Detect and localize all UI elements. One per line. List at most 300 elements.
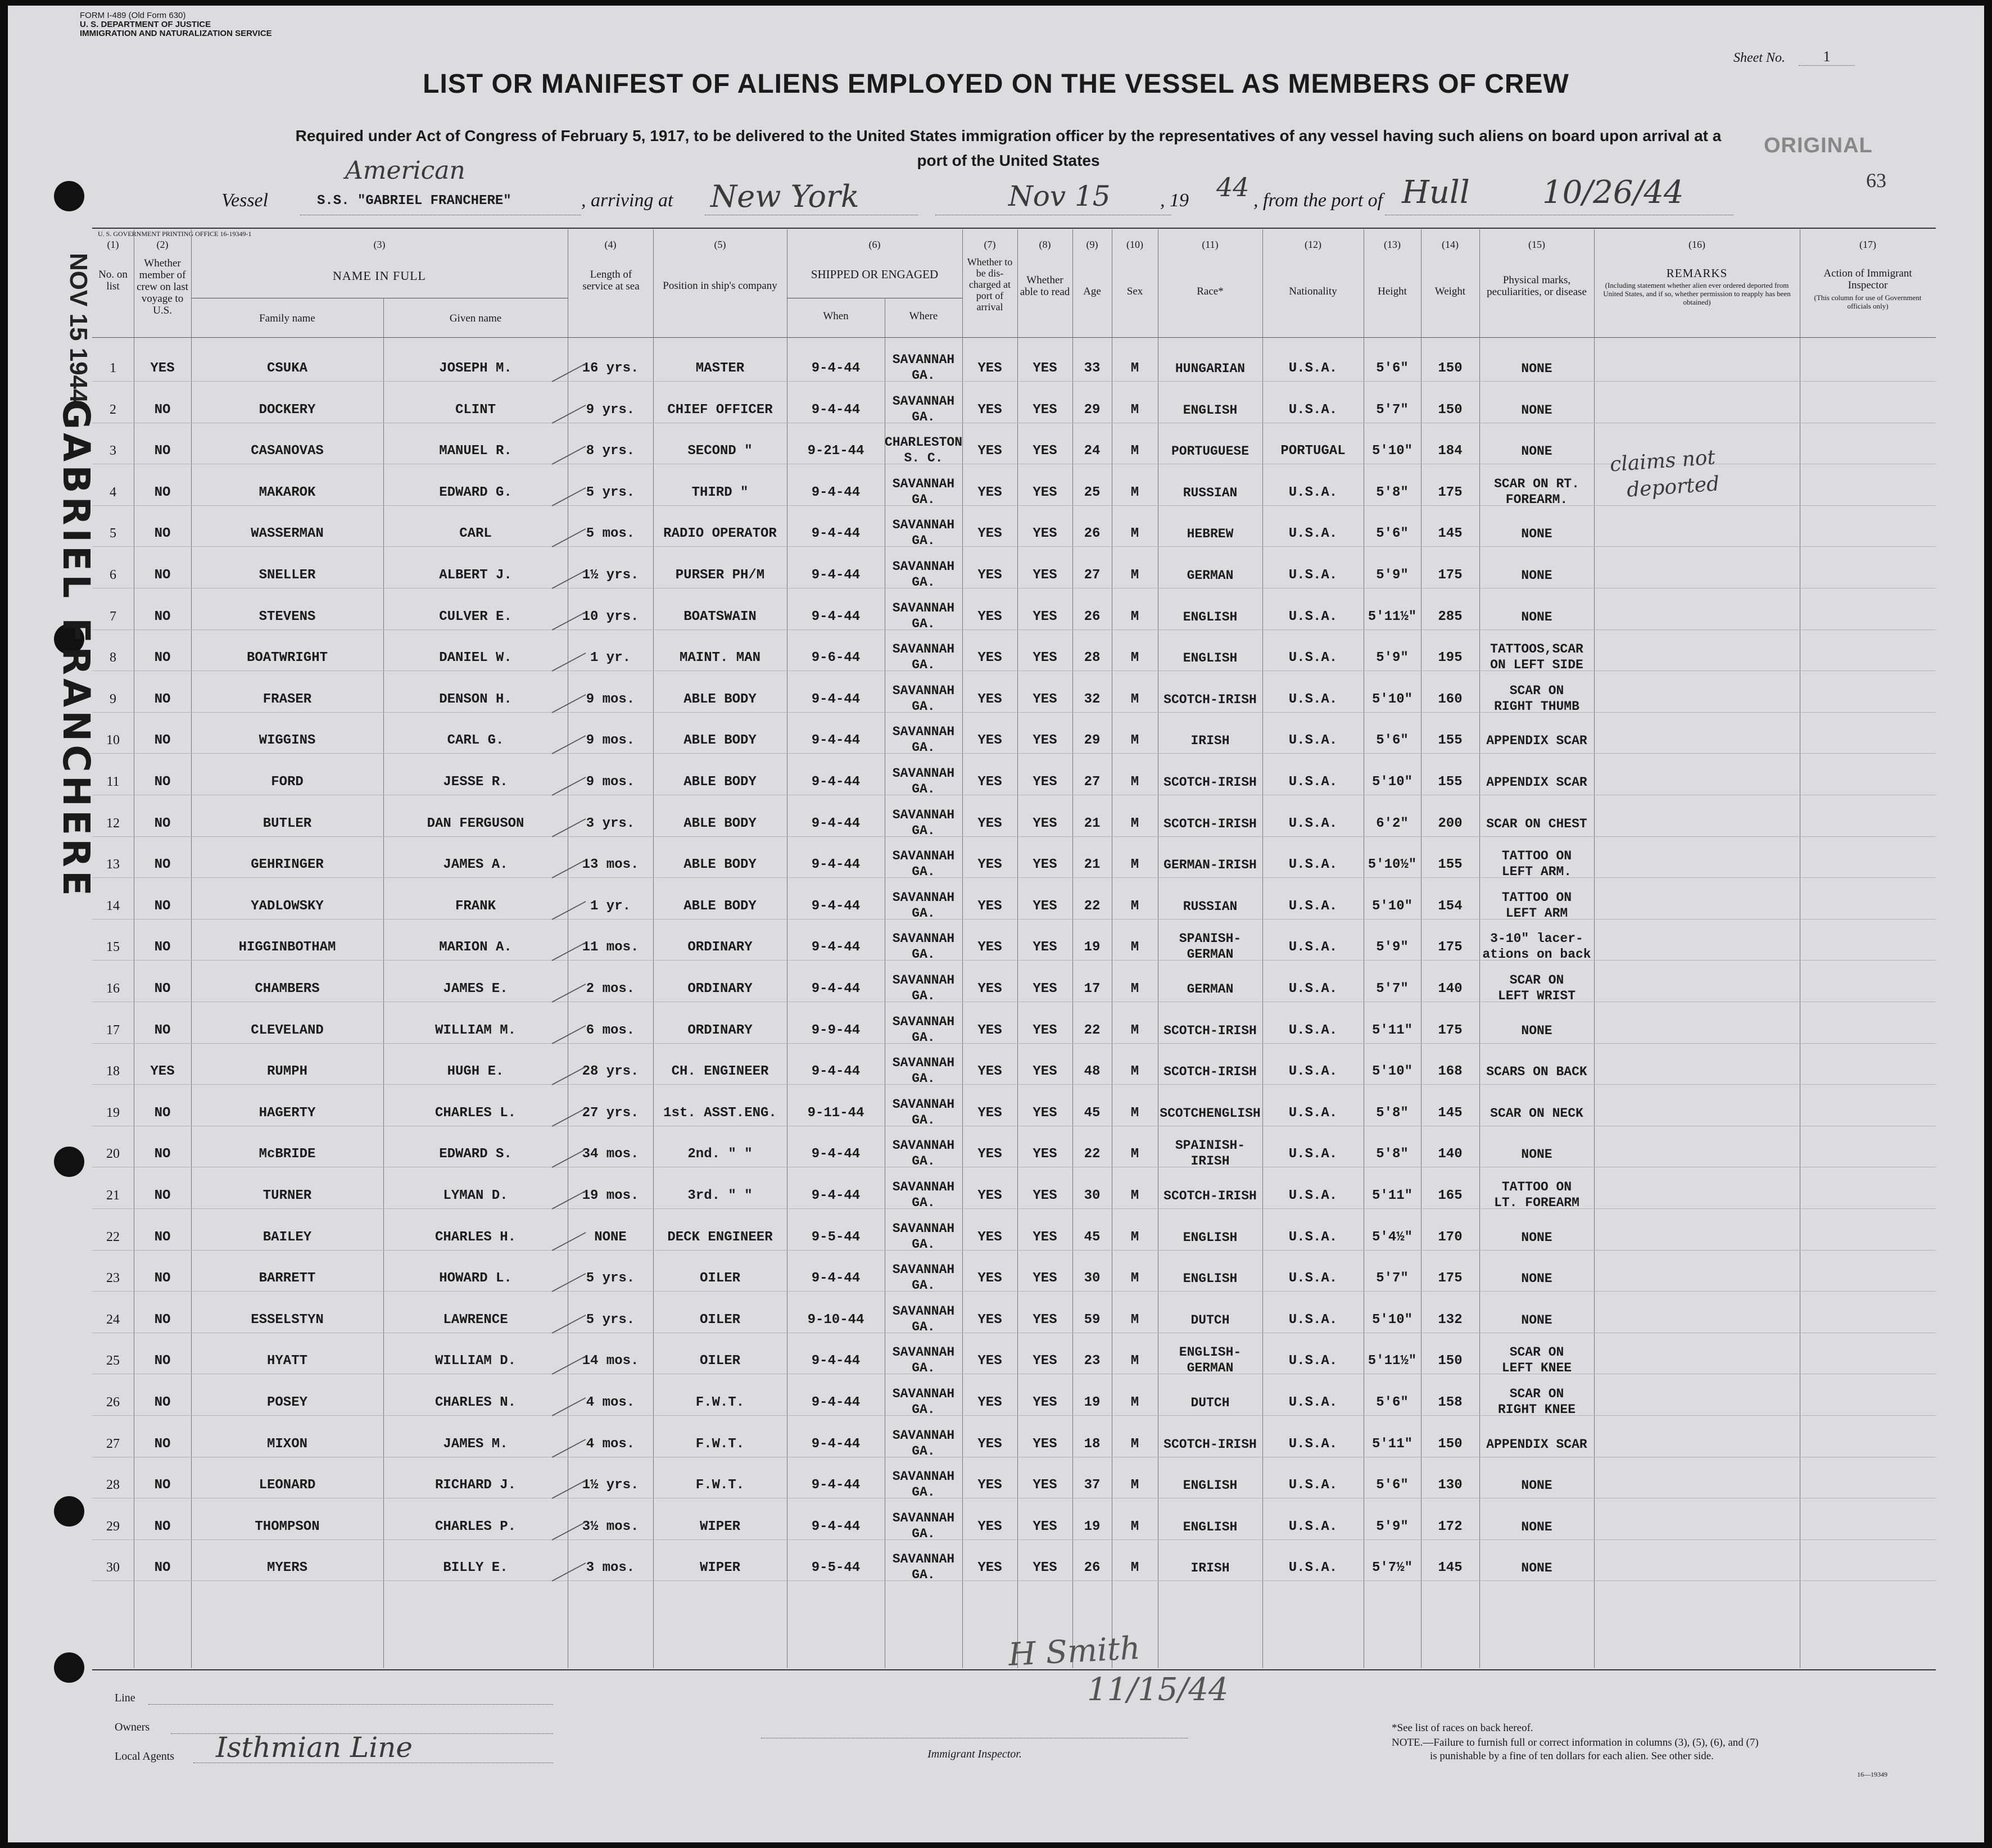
- check-mark: [552, 470, 586, 506]
- cell-line: DUTCH: [1190, 1396, 1230, 1410]
- cell-age: 22: [1084, 1147, 1101, 1162]
- cell-position: MASTER: [695, 361, 745, 376]
- cell-no: 27: [106, 1436, 120, 1451]
- cell-disch: YES: [977, 857, 1002, 873]
- check-mark: [552, 1008, 586, 1044]
- cell-position: DECK ENGINEER: [667, 1229, 773, 1245]
- cell-line: SCARS ON BACK: [1486, 1065, 1587, 1080]
- cell-weight: 155: [1438, 733, 1463, 749]
- cell-line: SAVANNAH: [892, 476, 955, 491]
- cell-marks: [1479, 1179, 1594, 1211]
- cell-age: 26: [1084, 1560, 1101, 1576]
- header-where: Where: [909, 310, 938, 322]
- cell-when: 9-4-44: [811, 1353, 861, 1369]
- cell-where: [885, 1014, 962, 1045]
- cell-read: YES: [1033, 568, 1057, 583]
- cell-line: SAVANNAH: [892, 683, 955, 698]
- cell-when: 9-4-44: [811, 402, 861, 418]
- cell-line: GERMAN-IRISH: [1163, 858, 1257, 873]
- cell-position: WIPER: [699, 1560, 740, 1576]
- cell-line: GA.: [912, 1485, 935, 1500]
- cell-length: 16 yrs.: [582, 361, 639, 376]
- cell-when: 9-4-44: [811, 1147, 861, 1162]
- cell-line: PORTUGUESE: [1171, 444, 1249, 459]
- cell-race: [1158, 650, 1262, 666]
- cell-age: 26: [1084, 526, 1101, 542]
- cell-position: ORDINARY: [687, 981, 753, 997]
- cell-weight: 165: [1438, 1188, 1463, 1203]
- cell-height: 5'8": [1376, 1147, 1409, 1162]
- cell-weight: 175: [1438, 1022, 1463, 1038]
- cell-sex: M: [1130, 568, 1139, 583]
- cell-member: NO: [154, 1229, 171, 1245]
- cell-member: NO: [154, 650, 171, 666]
- cell-family: BAILEY: [262, 1229, 312, 1245]
- cell-weight: 140: [1438, 981, 1463, 997]
- original-stamp: ORIGINAL: [1764, 134, 1873, 157]
- form-code: 16—19349: [1857, 1770, 1887, 1778]
- cell-given: JAMES A.: [443, 857, 508, 873]
- cell-member: NO: [154, 1478, 171, 1493]
- header-given: Given name: [449, 312, 502, 324]
- local-agents: Isthmian Line: [216, 1731, 413, 1764]
- cell-family: POSEY: [266, 1395, 307, 1410]
- cell-when: 9-4-44: [811, 898, 861, 914]
- cell-sex: M: [1130, 1312, 1139, 1328]
- cell-weight: 130: [1438, 1478, 1463, 1493]
- cell-line: GA.: [912, 1402, 935, 1417]
- cell-when: 9-10-44: [807, 1312, 864, 1328]
- cell-family: BOATWRIGHT: [246, 650, 328, 666]
- check-mark: [552, 429, 586, 465]
- cell-weight: 150: [1438, 1353, 1463, 1369]
- cell-age: 45: [1084, 1105, 1101, 1121]
- cell-disch: YES: [977, 940, 1002, 955]
- cell-line: GA.: [912, 1071, 935, 1086]
- cell-family: WASSERMAN: [251, 526, 324, 542]
- cell-height: 5'11": [1371, 1022, 1412, 1038]
- cell-line: SCOTCH-IRISH: [1163, 1437, 1257, 1452]
- cell-line: SCAR ON: [1509, 1345, 1564, 1360]
- cell-member: YES: [150, 361, 175, 376]
- cell-no: 24: [106, 1312, 120, 1327]
- cell-when: 9-4-44: [811, 1478, 861, 1493]
- cell-line: LEFT KNEE: [1501, 1361, 1572, 1376]
- cell-nat: U.S.A.: [1288, 1147, 1338, 1162]
- cell-height: 5'11": [1371, 1188, 1412, 1203]
- cell-disch: YES: [977, 1436, 1002, 1452]
- cell-weight: 184: [1438, 443, 1463, 459]
- cell-given: CLINT: [455, 402, 496, 418]
- cell-length: 9 mos.: [586, 691, 635, 707]
- header-read: Whether able to read: [1020, 274, 1070, 298]
- cell-line: NONE: [1521, 1312, 1552, 1328]
- col-number-4: (4): [604, 239, 617, 250]
- cell-where: [885, 1551, 962, 1583]
- inspector-label: Immigrant Inspector.: [927, 1748, 1022, 1760]
- manifest-sheet: [8, 6, 1984, 1842]
- cell-given: JAMES E.: [443, 981, 508, 997]
- cell-weight: 175: [1438, 484, 1463, 500]
- cell-given: MARION A.: [439, 940, 512, 955]
- cell-sex: M: [1130, 1022, 1139, 1038]
- cell-age: 33: [1084, 361, 1101, 376]
- cell-nat: U.S.A.: [1288, 1312, 1338, 1328]
- cell-length: 9 mos.: [586, 733, 635, 749]
- cell-disch: YES: [977, 1519, 1002, 1534]
- cell-race: [1158, 1519, 1262, 1535]
- header-height: Height: [1378, 286, 1407, 297]
- cell-nat: U.S.A.: [1288, 691, 1338, 707]
- check-mark: [552, 1256, 586, 1292]
- cell-given: MANUEL R.: [439, 443, 512, 459]
- cell-given: LYMAN D.: [443, 1188, 508, 1203]
- cell-race: [1158, 857, 1262, 873]
- cell-line: GA.: [912, 1278, 935, 1293]
- cell-where: [885, 1055, 962, 1086]
- cell-weight: 145: [1438, 526, 1463, 542]
- cell-height: 5'10": [1371, 898, 1412, 914]
- cell-family: McBRIDE: [259, 1147, 316, 1162]
- cell-when: 9-4-44: [811, 691, 861, 707]
- cell-sex: M: [1130, 691, 1139, 707]
- cell-given: LAWRENCE: [443, 1312, 508, 1328]
- cell-where: [885, 807, 962, 839]
- cell-given: DANIEL W.: [439, 650, 512, 666]
- cell-no: 29: [106, 1519, 120, 1534]
- cell-disch: YES: [977, 691, 1002, 707]
- cell-line: RIGHT THUMB: [1494, 699, 1579, 714]
- cell-where: [885, 848, 962, 880]
- cell-race: [1158, 1312, 1262, 1328]
- cell-where: [885, 517, 962, 549]
- cell-disch: YES: [977, 1064, 1002, 1080]
- cell-where: [885, 352, 962, 383]
- cell-line: DUTCH: [1190, 1312, 1230, 1328]
- cell-nat: U.S.A.: [1288, 1064, 1338, 1080]
- cell-weight: 145: [1438, 1560, 1463, 1576]
- punch-hole: [54, 181, 84, 211]
- cell-where: [885, 683, 962, 714]
- cell-read: YES: [1033, 1353, 1057, 1369]
- cell-marks: [1479, 1271, 1594, 1287]
- cell-disch: YES: [977, 1353, 1002, 1369]
- cell-disch: YES: [977, 526, 1002, 542]
- arrival-year: 44: [1216, 172, 1249, 202]
- cell-line: RUSSIAN: [1183, 485, 1238, 500]
- cell-nat: U.S.A.: [1288, 1271, 1338, 1287]
- cell-given: WILLIAM M.: [434, 1022, 517, 1038]
- cell-sex: M: [1130, 898, 1139, 914]
- header-shipped: SHIPPED OR ENGAGED: [811, 268, 939, 281]
- cell-nat: U.S.A.: [1288, 361, 1338, 376]
- page-number: 63: [1866, 169, 1886, 192]
- cell-race: [1158, 568, 1262, 583]
- cell-disch: YES: [977, 1188, 1002, 1203]
- vessel-name-side: GABRIEL FRANCHERE: [55, 399, 98, 899]
- arrival-date: Nov 15: [1008, 180, 1111, 212]
- col-number-7: (7): [984, 239, 996, 250]
- cell-sex: M: [1130, 1519, 1139, 1534]
- cell-position: F.W.T.: [695, 1478, 745, 1493]
- col-number-3: (3): [373, 239, 386, 250]
- cell-line: NONE: [1521, 444, 1552, 459]
- cell-position: OILER: [699, 1271, 740, 1287]
- cell-no: 20: [106, 1147, 120, 1162]
- cell-line: SCOTCH-IRISH: [1163, 816, 1257, 831]
- cell-where: [885, 1344, 962, 1376]
- cell-member: NO: [154, 774, 171, 790]
- cell-marks: [1479, 1147, 1594, 1162]
- cell-line: GA.: [912, 864, 935, 880]
- cell-read: YES: [1033, 857, 1057, 873]
- cell-length: 28 yrs.: [582, 1064, 639, 1080]
- cell-marks: [1479, 683, 1594, 714]
- cell-marks: [1479, 1478, 1594, 1493]
- note-failure: NOTE.—Failure to furnish full or correct information in columns (3), (5), (6), and (7): [1392, 1737, 1759, 1749]
- cell-age: 37: [1084, 1478, 1101, 1493]
- cell-weight: 175: [1438, 1271, 1463, 1287]
- cell-disch: YES: [977, 1560, 1002, 1576]
- cell-family: DOCKERY: [259, 402, 316, 418]
- cell-line: 3-10" lacer-: [1490, 931, 1583, 946]
- cell-when: 9-9-44: [811, 1022, 861, 1038]
- cell-line: NONE: [1521, 609, 1552, 624]
- cell-where: [885, 476, 962, 508]
- cell-age: 17: [1084, 981, 1101, 997]
- col-number-12: (12): [1305, 239, 1321, 250]
- cell-sex: M: [1130, 981, 1139, 997]
- cell-read: YES: [1033, 1229, 1057, 1245]
- col-number-9: (9): [1086, 239, 1098, 250]
- cell-age: 22: [1084, 1022, 1101, 1038]
- col-number-5: (5): [714, 239, 726, 250]
- cell-line: LT. FOREARM: [1494, 1195, 1579, 1210]
- cell-line: SAVANNAH: [892, 1138, 955, 1153]
- cell-position: SECOND ": [687, 443, 753, 459]
- cell-where: [885, 1510, 962, 1542]
- cell-disch: YES: [977, 733, 1002, 749]
- sheet-label: Sheet No.: [1733, 51, 1785, 65]
- cell-nat: PORTUGAL: [1280, 443, 1346, 459]
- cell-marks: [1479, 526, 1594, 542]
- cell-sex: M: [1130, 857, 1139, 873]
- cell-race: [1158, 816, 1262, 832]
- check-mark: [552, 1380, 586, 1416]
- cell-line: TATTOO ON: [1501, 849, 1572, 864]
- cell-line: NONE: [1521, 1147, 1552, 1162]
- header-family: Family name: [259, 312, 315, 324]
- cell-age: 21: [1084, 816, 1101, 831]
- cell-sex: M: [1130, 443, 1139, 459]
- cell-line: GA.: [912, 823, 935, 838]
- cell-no: 10: [106, 733, 120, 748]
- cell-age: 23: [1084, 1353, 1101, 1369]
- cell-line: SAVANNAH: [892, 1097, 955, 1112]
- cell-race: [1158, 1560, 1262, 1576]
- check-mark: [552, 677, 586, 713]
- cell-read: YES: [1033, 774, 1057, 790]
- cell-sex: M: [1130, 609, 1139, 624]
- cell-position: CH. ENGINEER: [671, 1064, 769, 1080]
- cell-weight: 175: [1438, 568, 1463, 583]
- cell-line: NONE: [1521, 1478, 1552, 1493]
- cell-where: [885, 724, 962, 755]
- cell-line: LEFT WRIST: [1497, 989, 1576, 1003]
- cell-marks: [1479, 609, 1594, 625]
- header-nationality: Nationality: [1289, 286, 1337, 297]
- cell-position: ORDINARY: [687, 1022, 753, 1038]
- cell-read: YES: [1033, 443, 1057, 459]
- header-no: No. on list: [98, 269, 128, 292]
- check-mark: [552, 1215, 586, 1251]
- cell-line: SCOTCH-IRISH: [1163, 1023, 1257, 1038]
- cell-no: 19: [106, 1105, 120, 1120]
- cell-disch: YES: [977, 402, 1002, 418]
- cell-line: SAVANNAH: [892, 1056, 955, 1071]
- header-marks: Physical marks, peculiarities, or disease: [1487, 274, 1587, 298]
- cell-disch: YES: [977, 1312, 1002, 1328]
- cell-line: TATTOO ON: [1501, 1180, 1572, 1194]
- cell-nat: U.S.A.: [1288, 774, 1338, 790]
- cell-read: YES: [1033, 816, 1057, 831]
- cell-race: [1158, 526, 1262, 542]
- cell-no: 26: [106, 1395, 120, 1410]
- cell-no: 16: [106, 981, 120, 996]
- cell-no: 18: [106, 1064, 120, 1079]
- column-rule: [1594, 229, 1595, 1668]
- cell-race: [1158, 402, 1262, 418]
- year-prefix: , 19: [1160, 190, 1189, 211]
- cell-line: GERMAN: [1187, 1361, 1234, 1376]
- cell-line: ENGLISH: [1183, 402, 1238, 418]
- cell-given: BILLY E.: [443, 1560, 508, 1576]
- cell-disch: YES: [977, 898, 1002, 914]
- cell-sex: M: [1130, 526, 1139, 542]
- cell-race: [1158, 1478, 1262, 1493]
- cell-family: WIGGINS: [259, 733, 316, 749]
- cell-marks: [1479, 972, 1594, 1004]
- cell-length: 34 mos.: [582, 1147, 639, 1162]
- cell-line: SCOTCH-IRISH: [1163, 1065, 1257, 1080]
- cell-read: YES: [1033, 981, 1057, 997]
- cell-marks: [1479, 1312, 1594, 1328]
- cell-family: CLEVELAND: [251, 1022, 324, 1038]
- cell-line: NONE: [1521, 527, 1552, 542]
- form-number: FORM I-489 (Old Form 630): [80, 11, 186, 20]
- cell-line: GA.: [912, 1030, 935, 1045]
- cell-position: ABLE BODY: [683, 691, 757, 707]
- check-mark: [552, 1132, 586, 1168]
- cell-no: 7: [110, 609, 116, 624]
- remarks-handwritten-1: claims not: [1609, 446, 1717, 477]
- cell-no: 6: [110, 568, 116, 582]
- check-mark: [552, 760, 586, 796]
- cell-no: 23: [106, 1271, 120, 1286]
- cell-family: HYATT: [266, 1353, 307, 1369]
- cell-nat: U.S.A.: [1288, 898, 1338, 914]
- cell-given: WILLIAM D.: [434, 1353, 517, 1369]
- cell-age: 24: [1084, 443, 1101, 459]
- check-mark: [552, 967, 586, 1003]
- cell-member: NO: [154, 609, 171, 624]
- cell-length: NONE: [594, 1229, 627, 1245]
- cell-height: 5'9": [1376, 1519, 1409, 1534]
- cell-sex: M: [1130, 484, 1139, 500]
- cell-where: [885, 1428, 962, 1459]
- cell-weight: 160: [1438, 691, 1463, 707]
- cell-marks: [1479, 568, 1594, 583]
- col-number-10: (10): [1126, 239, 1143, 250]
- cell-sex: M: [1130, 1105, 1139, 1121]
- cell-line: GA.: [912, 658, 935, 673]
- cell-marks: [1479, 1386, 1594, 1417]
- cell-sex: M: [1130, 733, 1139, 749]
- cell-length: 1½ yrs.: [582, 1478, 639, 1493]
- cell-no: 25: [106, 1353, 120, 1369]
- cell-line: SAVANNAH: [892, 1221, 955, 1236]
- cell-when: 9-4-44: [811, 1395, 861, 1410]
- note-races: *See list of races on back hereof.: [1392, 1722, 1533, 1734]
- cell-height: 5'7": [1376, 981, 1409, 997]
- cell-position: BOATSWAIN: [683, 609, 757, 624]
- cell-family: ESSELSTYN: [251, 1312, 324, 1328]
- cell-no: 1: [110, 361, 116, 375]
- cell-position: ORDINARY: [687, 940, 753, 955]
- cell-line: TATTOO ON: [1501, 890, 1572, 905]
- cell-disch: YES: [977, 1478, 1002, 1493]
- cell-marks: [1479, 1023, 1594, 1039]
- col-number-6: (6): [868, 239, 881, 250]
- cell-age: 25: [1084, 484, 1101, 500]
- cell-length: 9 mos.: [586, 774, 635, 790]
- cell-race: [1158, 1271, 1262, 1287]
- cell-position: F.W.T.: [695, 1395, 745, 1410]
- cell-line: GA.: [912, 1319, 935, 1334]
- cell-race: [1158, 1023, 1262, 1039]
- cell-weight: 285: [1438, 609, 1463, 624]
- cell-member: NO: [154, 898, 171, 914]
- cell-position: ABLE BODY: [683, 857, 757, 873]
- cell-position: WIPER: [699, 1519, 740, 1534]
- cell-marks: [1479, 402, 1594, 418]
- cell-line: SAVANNAH: [892, 1014, 955, 1029]
- cell-nat: U.S.A.: [1288, 981, 1338, 997]
- cell-sex: M: [1130, 1147, 1139, 1162]
- cell-length: 19 mos.: [582, 1188, 639, 1203]
- cell-sex: M: [1130, 1271, 1139, 1287]
- cell-height: 5'10½": [1368, 857, 1417, 873]
- cell-weight: 150: [1438, 1436, 1463, 1452]
- check-mark: [552, 595, 586, 631]
- cell-when: 9-4-44: [811, 733, 861, 749]
- cell-member: NO: [154, 1022, 171, 1038]
- cell-nat: U.S.A.: [1288, 1229, 1338, 1245]
- cell-given: CARL: [459, 526, 492, 542]
- cell-member: NO: [154, 1519, 171, 1534]
- cell-nat: U.S.A.: [1288, 857, 1338, 873]
- cell-line: SCAR ON CHEST: [1486, 816, 1587, 831]
- cell-family: SNELLER: [259, 568, 316, 583]
- cell-read: YES: [1033, 526, 1057, 542]
- cell-given: EDWARD G.: [439, 484, 512, 500]
- cell-race: [1158, 692, 1262, 708]
- cell-read: YES: [1033, 1312, 1057, 1328]
- cell-age: 26: [1084, 609, 1101, 624]
- cell-where: [885, 766, 962, 797]
- cell-line: CHARLESTON: [885, 435, 963, 450]
- cell-read: YES: [1033, 691, 1057, 707]
